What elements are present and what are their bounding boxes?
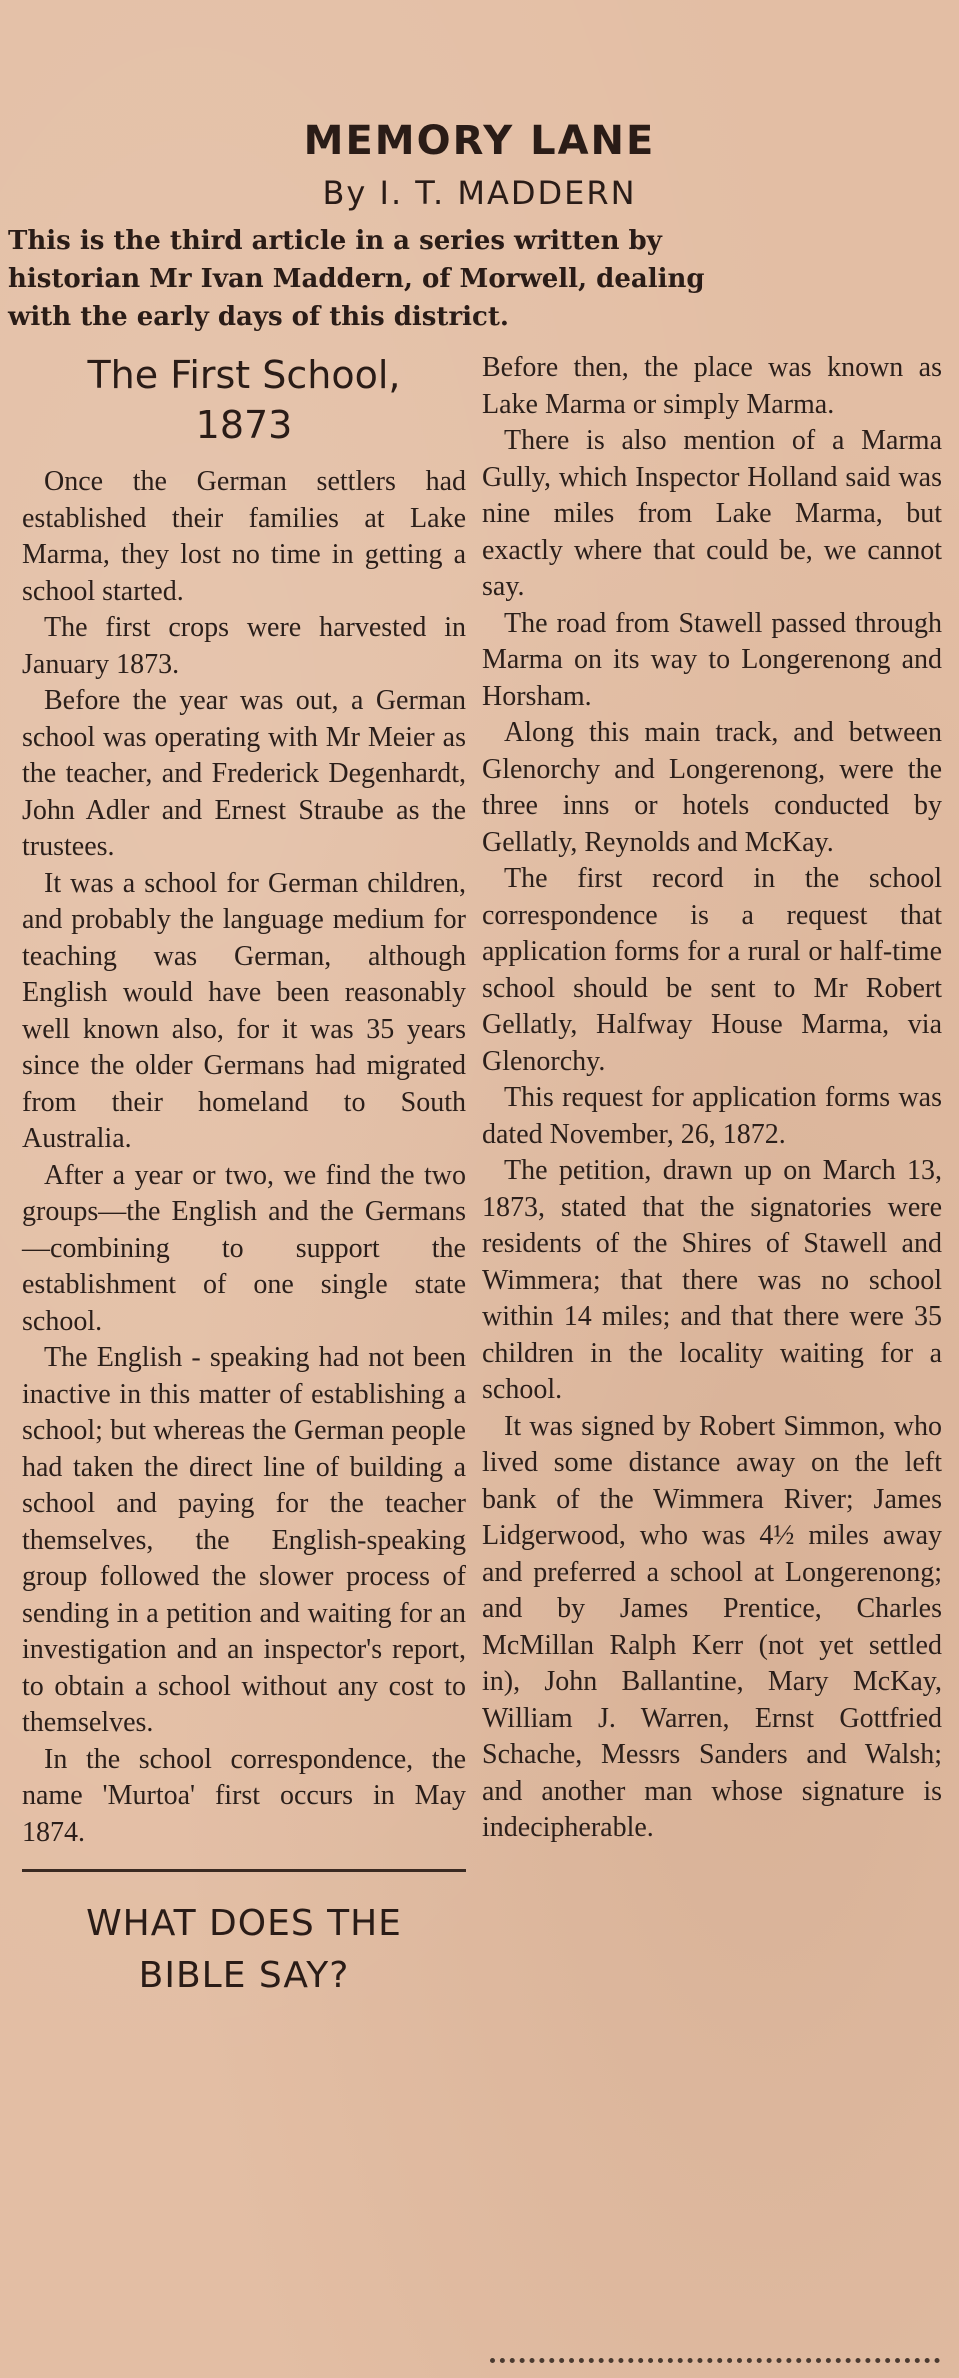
body-paragraph: The first record in the school correspondence is a request that application forms for a rural or half-time school should be sent to Mr Robert Gellatly, Halfway House Marma, via Glenorchy.: [482, 863, 942, 1077]
subhead: [22, 350, 466, 450]
body-paragraph: Before then, the place was known as Lake Marma or simply Marma.: [482, 352, 942, 420]
subhead-line: 1873: [195, 403, 293, 447]
body-paragraph: There is also mention of a Marma Gully, which Inspector Holland said was nine miles from Lake Marma, but exactly where that could be, we cannot say.: [482, 425, 942, 602]
intro-line: This is the third article in a series written by: [8, 226, 662, 256]
body-paragraph: The petition, drawn up on March 13, 1873, stated that the signatories were residents of the Shires of Stawell and Wimmera; that there was no school within 14 miles; and that there were 35 children in the locality waiting for a school.: [482, 1155, 942, 1405]
subhead-line: The First School,: [87, 353, 401, 397]
body-paragraph: Before the year was out, a German school was operating with Mr Meier as the teacher, and Frederick Degenhardt, John Adler and Ernest Straube as the trustees.: [22, 685, 466, 862]
body-paragraph: Once the German settlers had established their families at Lake Marma, they lost no time in getting a school started.: [22, 466, 466, 607]
headline: MEMORY LANE: [303, 118, 656, 164]
dotted-rule: [490, 2358, 940, 2373]
byline: By I. T. MADDERN: [322, 174, 637, 212]
left-column: [22, 350, 466, 2002]
intro-line: with the early days of this district.: [8, 302, 509, 332]
next-heading-line: WHAT DOES THE: [86, 1903, 402, 1944]
next-article-heading: [22, 1898, 466, 2002]
column-divider: [22, 1869, 466, 1872]
body-paragraph: This request for application forms was dated November, 26, 1872.: [482, 1082, 942, 1150]
body-paragraph: After a year or two, we find the two groups—the English and the Germans —combining to support the establishment of one single state school.: [22, 1159, 466, 1337]
body-paragraph: The road from Stawell passed through Marma on its way to Longerenong and Horsham.: [482, 607, 942, 712]
body-paragraph: It was signed by Robert Simmon, who lived some distance away on the left bank of the Wimmera River; James Lidgerwood, who was 4½ miles away and preferred a school at Longerenong; and by James Prentice, Charles McMillan Ralph Kerr (not yet settled in), John Ballantine, Mary McKay, William J. Warren, Ernst Gottfried Schache, Messrs Sanders and Walsh; and another man whose signature is indecipherable.: [482, 1410, 942, 1843]
body-paragraph: Along this main track, and between Glenorchy and Longerenong, were the three inns or hotels conducted by Gellatly, Reynolds and McKay.: [482, 717, 942, 858]
body-paragraph: The English - speaking had not been inactive in this matter of establishing a school; but whereas the German people had taken the direct line of building a school and paying for the teacher themselves, the English-speaking group followed the slower process of sending in a petition and waiting for an investigation and an inspector's report, to obtain a school without any cost to themselves.: [22, 1342, 466, 1738]
intro-line: historian Mr Ivan Maddern, of Morwell, dealing: [8, 264, 705, 294]
right-column: [482, 350, 942, 1847]
body-paragraph: It was a school for German children, and probably the language medium for teaching was German, although English would have been reasonably well known also, for it was 35 years since the older Germans had migrated from their homeland to South Australia.: [22, 867, 466, 1154]
next-heading-line: BIBLE SAY?: [138, 1955, 350, 1996]
intro-paragraph: [8, 222, 928, 336]
body-paragraph: In the school correspondence, the name 'Murtoa' first occurs in May 1874.: [22, 1743, 466, 1848]
body-paragraph: The first crops were harvested in January 1873.: [22, 612, 466, 680]
